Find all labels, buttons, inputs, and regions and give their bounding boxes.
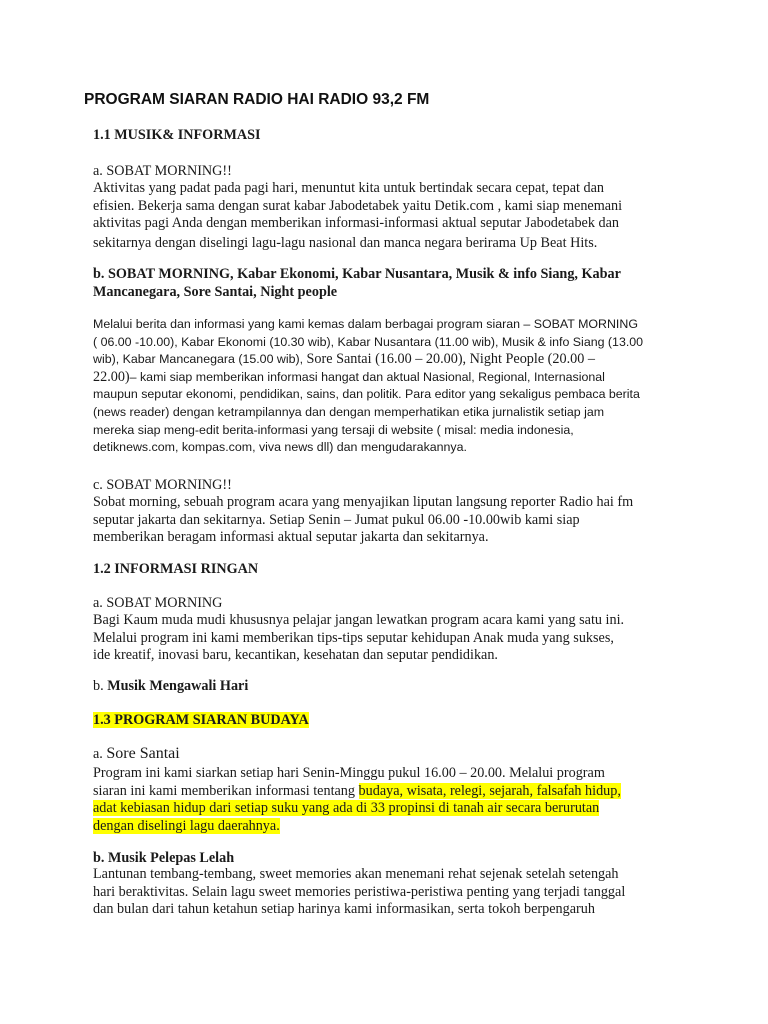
text-line: Melalui program ini kami memberikan tips-tips seputar kehidupan Anak muda yang sukses, bbox=[93, 629, 614, 646]
text-run: – kami siap memberikan informasi hangat dan aktual Nasional, Regional, Internasional bbox=[129, 369, 605, 384]
item-label-1-1-a: a. SOBAT MORNING!! bbox=[93, 163, 232, 179]
item-label-1-3-a bbox=[93, 745, 683, 763]
item-prefix: a. bbox=[93, 746, 107, 762]
page-title: PROGRAM SIARAN RADIO HAI RADIO 93,2 FM bbox=[84, 91, 430, 108]
item-label-1-2-a: a. SOBAT MORNING bbox=[93, 595, 223, 611]
text-line bbox=[93, 783, 683, 801]
paragraph-1-2-a bbox=[93, 612, 683, 665]
text-line bbox=[93, 800, 683, 818]
text-line: seputar jakarta dan sekitarnya. Setiap Senin – Jumat pukul 06.00 -10.00wib kami siap bbox=[93, 511, 580, 528]
text-line: mereka siap meng-edit berita-informasi yang tersaji di website ( misal: media indonesia, bbox=[93, 422, 574, 437]
text-line: detiknews.com, kompas.com, viva news dll) dan mengudarakannya. bbox=[93, 440, 467, 455]
paragraph-1-1-c bbox=[93, 494, 683, 547]
highlighted-text: dengan diselingi lagu daerahnya. bbox=[93, 817, 280, 834]
paragraph-1-3-a bbox=[93, 765, 683, 835]
text-line: ide kreatif, inovasi baru, kecantikan, kesehatan dan seputar pendidikan. bbox=[93, 647, 498, 663]
item-prefix: b. bbox=[93, 678, 108, 694]
text-line: Aktivitas yang padat pada pagi hari, menuntut kita untuk bertindak secara cepat, tepat dan bbox=[93, 180, 604, 196]
text-run: 22.00) bbox=[93, 368, 130, 385]
text-line: Program ini kami siarkan setiap hari Senin-Minggu pukul 16.00 – 20.00. Melalui program bbox=[93, 765, 605, 781]
paragraph-1-3-b bbox=[93, 866, 683, 919]
text-run: wib), Kabar Mancanegara (15.00 wib), bbox=[93, 352, 307, 367]
text-line: sekitarnya dengan diselingi lagu-lagu nasional dan manca negara berirama Up Beat Hits. bbox=[93, 234, 598, 251]
highlighted-text: budaya, wisata, relegi, sejarah, falsafah hidup, bbox=[358, 782, 621, 799]
text-line: (news reader) dengan ketrampilannya dan dengan memperhatikan etika jurnalistik setiap jam bbox=[93, 404, 605, 419]
item-label-1-1-c: c. SOBAT MORNING!! bbox=[93, 477, 232, 493]
text-line: b. SOBAT MORNING, Kabar Ekonomi, Kabar Nusantara, Musik & info Siang, Kabar bbox=[93, 266, 621, 282]
paragraph-1-1-a bbox=[93, 180, 683, 252]
text-line: ( 06.00 -10.00), Kabar Ekonomi (10.30 wib), Kabar Nusantara (11.00 wib), Musik & info Siang (13.00 bbox=[93, 334, 644, 349]
text-line: memberikan beragam informasi aktual seputar jakarta dan sekitarnya. bbox=[93, 529, 489, 545]
item-label-1-2-b bbox=[93, 678, 683, 696]
text-run: Sore Santai (16.00 – 20.00), Night People (20.00 – bbox=[306, 351, 595, 368]
item-label-1-1-b bbox=[93, 265, 683, 301]
text-line: Sobat morning, sebuah program acara yang menyajikan liputan langsung reporter Radio hai fm bbox=[93, 494, 634, 510]
item-label-1-3-b: b. Musik Pelepas Lelah bbox=[93, 850, 235, 866]
text-line: Melalui berita dan informasi yang kami kemas dalam berbagai program siaran – SOBAT MORNING bbox=[93, 317, 638, 331]
text-line bbox=[93, 818, 683, 836]
text-line bbox=[93, 351, 683, 369]
item-title: Sore Santai bbox=[106, 745, 180, 762]
text-line: hari beraktivitas. Selain lagu sweet memories peristiwa-peristiwa penting yang terjadi tanggal bbox=[93, 883, 626, 900]
highlighted-heading: 1.3 PROGRAM SIARAN BUDAYA bbox=[93, 712, 309, 728]
paragraph-1-1-b bbox=[93, 316, 683, 457]
section-heading-1-2: 1.2 INFORMASI RINGAN bbox=[93, 561, 259, 577]
section-heading-1-1: 1.1 MUSIK& INFORMASI bbox=[93, 127, 261, 143]
text-line: Mancanegara, Sore Santai, Night people bbox=[93, 284, 338, 300]
section-heading-1-3 bbox=[93, 711, 683, 729]
item-title: Musik Mengawali Hari bbox=[107, 678, 249, 694]
text-line: dan bulan dari tahun ketahun setiap harinya kami informasikan, serta tokoh berpengaruh bbox=[93, 901, 595, 917]
text-line: Bagi Kaum muda mudi khususnya pelajar jangan lewatkan program acara kami yang satu ini. bbox=[93, 612, 625, 628]
text-line: Lantunan tembang-tembang, sweet memories akan menemani rehat sejenak setelah setengah bbox=[93, 866, 619, 882]
text-line: efisien. Bekerja sama dengan surat kabar Jabodetabek yaitu Detik.com , kami siap menemani bbox=[93, 197, 623, 214]
text-run: siaran ini kami memberikan informasi tentang bbox=[93, 782, 359, 799]
text-line bbox=[93, 369, 683, 387]
text-line: aktivitas pagi Anda dengan memberikan informasi-informasi aktual seputar Jabodetabek dan bbox=[93, 215, 619, 231]
highlighted-text: adat kebiasan hidup dari setiap suku yang ada di 33 propinsi di tanah air secara berurutan bbox=[93, 800, 600, 816]
text-line: maupun seputar ekonomi, pendidikan, sains, dan politik. Para editor yang sekaligus pembaca berita bbox=[93, 387, 640, 402]
